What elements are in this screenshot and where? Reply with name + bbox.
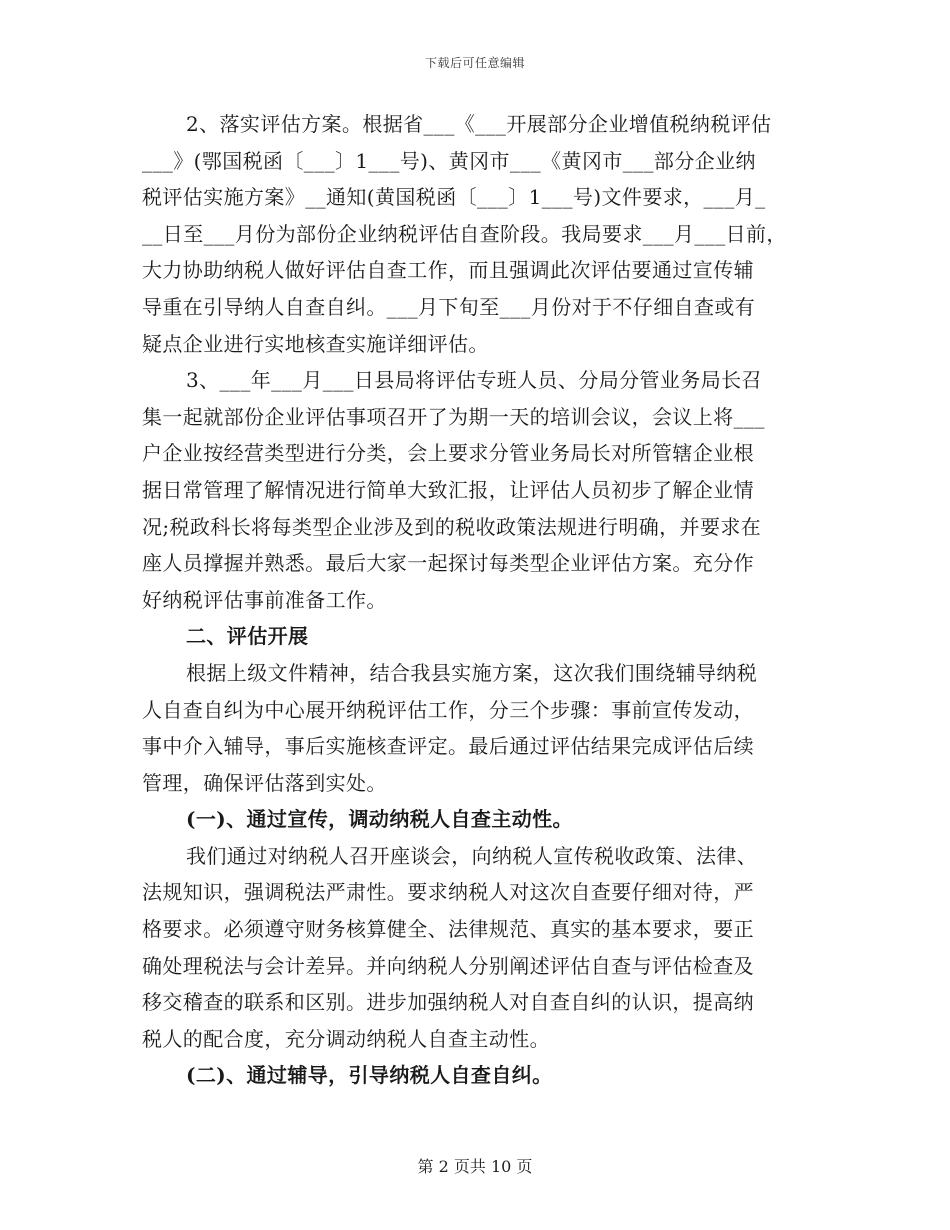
text-line: 确处理税法与会计差异。并向纳税人分别阐述评估自查与评估检查及 bbox=[142, 953, 754, 978]
text-line: ___》(鄂国税函〔___〕1___号)、黄冈市___《黄冈市___部分企业纳 bbox=[142, 148, 756, 173]
page-footer: 第 2 页共 10 页 bbox=[417, 1157, 533, 1176]
text-line: 人自查自纠为中心展开纳税评估工作，分三个步骤：事前宣传发动， bbox=[142, 697, 754, 722]
text-line: 法规知识，强调税法严肃性。要求纳税人对这次自查要仔细对待，严 bbox=[142, 880, 754, 905]
text-line: 2、落实评估方案。根据省___《___开展部分企业增值税纳税评估 bbox=[186, 112, 772, 136]
text-line: 税人的配合度，充分调动纳税人自查主动性。 bbox=[142, 1026, 550, 1051]
page-header: 下载后可任意编辑 bbox=[424, 56, 525, 70]
text-line: 根据上级文件精神，结合我县实施方案，这次我们围绕辅导纳税 bbox=[186, 660, 758, 685]
text-line: 格要求。必须遵守财务核算健全、法律规范、真实的基本要求，要正 bbox=[142, 917, 754, 942]
text-line: 我们通过对纳税人召开座谈会，向纳税人宣传税收政策、法律、 bbox=[186, 843, 758, 868]
text-line: 移交稽查的联系和区别。进步加强纳税人对自查自纠的认识，提高纳 bbox=[142, 990, 754, 1015]
text-line: 集一起就部份企业评估事项召开了为期一天的培训会议，会议上将___ bbox=[142, 404, 765, 429]
text-line: 据日常管理了解情况进行简单大致汇报，让评估人员初步了解企业情 bbox=[142, 477, 754, 502]
text-line: 疑点企业进行实地核查实施详细评估。 bbox=[142, 331, 489, 356]
text-line: 导重在引导纳人自查自纠。___月下旬至___月份对于不仔细自查或有 bbox=[142, 294, 756, 319]
text-line: 好纳税评估事前准备工作。 bbox=[142, 587, 387, 612]
text-line: 税评估实施方案》__通知(黄国税函〔___〕1___号)文件要求，___月_ bbox=[142, 185, 766, 210]
section-heading: (一)、通过宣传，调动纳税人自查主动性。 bbox=[186, 807, 573, 832]
text-line: 况;税政科长将每类型企业涉及到的税收政策法规进行明确，并要求在 bbox=[142, 514, 762, 539]
text-line: __日至___月份为部份企业纳税评估自查阶段。我局要求___月___日前， bbox=[142, 221, 787, 246]
section-heading: (二)、通过辅导，引导纳税人自查自纠。 bbox=[186, 1063, 553, 1088]
document-body bbox=[142, 106, 810, 1094]
section-heading: 二、评估开展 bbox=[186, 624, 309, 649]
text-line: 大力协助纳税人做好评估自查工作，而且强调此次评估要通过宣传辅 bbox=[142, 258, 754, 283]
text-line: 户企业按经营类型进行分类，会上要求分管业务局长对所管辖企业根 bbox=[142, 441, 754, 466]
text-line: 管理，确保评估落到实处。 bbox=[142, 770, 387, 795]
text-line: 事中介入辅导，事后实施核查评定。最后通过评估结果完成评估后续 bbox=[142, 734, 754, 759]
text-line: 座人员撑握并熟悉。最后大家一起探讨每类型企业评估方案。充分作 bbox=[142, 551, 754, 576]
text-line: 3、___年___月___日县局将评估专班人员、分局分管业务局长召 bbox=[186, 368, 762, 393]
